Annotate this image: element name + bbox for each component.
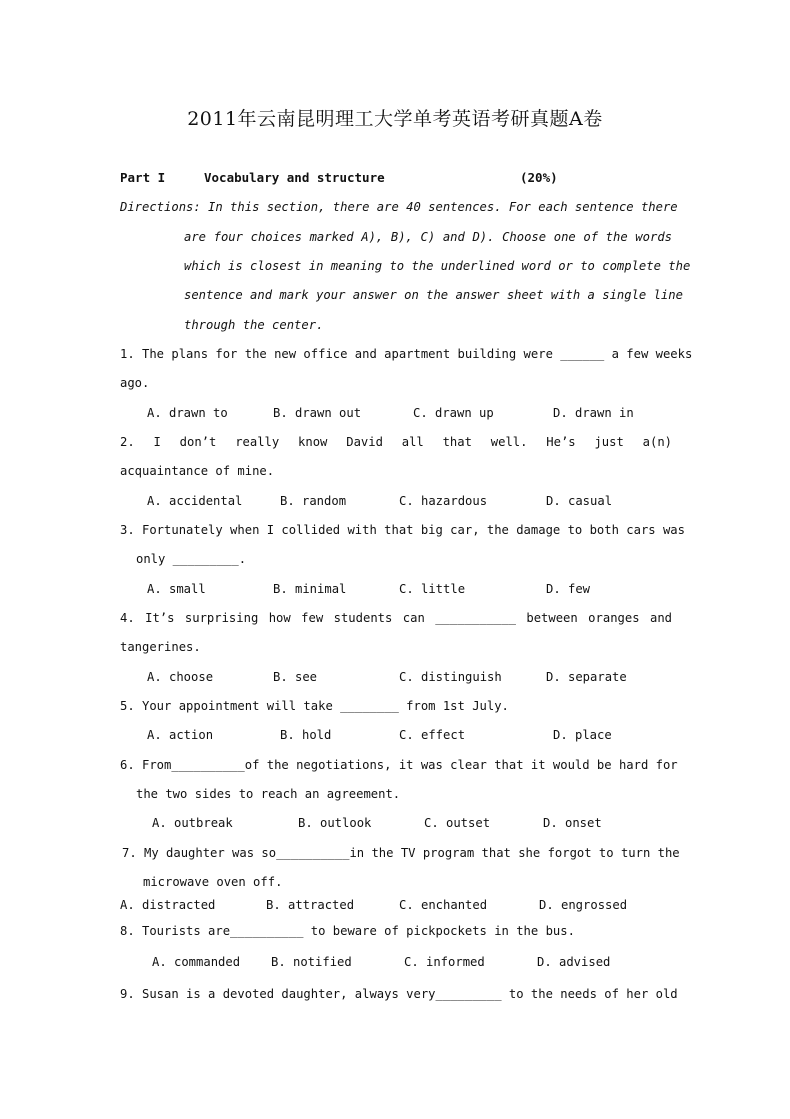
- option-b: B. random: [280, 494, 347, 508]
- option-c: C. outset: [424, 816, 491, 830]
- directions-line: Directions: In this section, there are 40 sentences. For each sentence there: [120, 200, 678, 214]
- part-label: Part I: [120, 170, 166, 185]
- question-3-text: 3. Fortunately when I collided with that big car, the damage to both cars was: [120, 523, 685, 537]
- option-b: B. minimal: [273, 582, 347, 596]
- part-name: Vocabulary and structure: [204, 170, 385, 185]
- option-b: B. attracted: [266, 898, 355, 912]
- option-d: D. onset: [543, 816, 602, 830]
- option-b: B. see: [273, 670, 318, 684]
- option-a: A. commanded: [152, 955, 241, 969]
- part-heading: [120, 170, 680, 188]
- question-8-text: 8. Tourists are__________ to beware of pickpockets in the bus.: [120, 924, 575, 938]
- option-b: B. notified: [271, 955, 352, 969]
- option-a: A. choose: [147, 670, 214, 684]
- option-d: D. place: [553, 728, 612, 742]
- option-d: D. separate: [546, 670, 627, 684]
- option-c: C. informed: [404, 955, 485, 969]
- document-title: 2011年云南昆明理工大学单考英语考研真题A卷: [187, 108, 603, 130]
- option-b: B. outlook: [298, 816, 372, 830]
- question-1-text: ago.: [120, 376, 150, 390]
- option-c: C. enchanted: [399, 898, 488, 912]
- question-3-text: only _________.: [136, 552, 247, 566]
- option-c: C. drawn up: [413, 406, 494, 420]
- option-c: C. distinguish: [399, 670, 502, 684]
- directions-line: sentence and mark your answer on the answer sheet with a single line: [184, 288, 683, 302]
- question-4-text: 4. It’s surprising how few students can ___________ between oranges and: [120, 611, 672, 625]
- option-d: D. engrossed: [539, 898, 628, 912]
- option-d: D. advised: [537, 955, 611, 969]
- question-2-text: 2. I don’t really know David all that well. He’s just a(n): [120, 435, 672, 449]
- question-5-text: 5. Your appointment will take ________ from 1st July.: [120, 699, 509, 713]
- option-b: B. hold: [280, 728, 332, 742]
- option-d: D. drawn in: [553, 406, 634, 420]
- part-score: (20%): [520, 170, 558, 185]
- option-a: A. small: [147, 582, 206, 596]
- question-7-text: microwave oven off.: [143, 875, 283, 889]
- option-c: C. little: [399, 582, 466, 596]
- question-7-text: 7. My daughter was so__________in the TV program that she forgot to turn the: [122, 846, 680, 860]
- option-c: C. effect: [399, 728, 466, 742]
- directions-line: are four choices marked A), B), C) and D). Choose one of the words: [184, 230, 672, 244]
- directions-line: which is closest in meaning to the underlined word or to complete the: [184, 259, 691, 273]
- option-b: B. drawn out: [273, 406, 362, 420]
- option-a: A. distracted: [120, 898, 216, 912]
- question-9-text: 9. Susan is a devoted daughter, always very_________ to the needs of her old: [120, 987, 678, 1001]
- question-2-text: acquaintance of mine.: [120, 464, 275, 478]
- option-d: D. casual: [546, 494, 613, 508]
- question-6-text: the two sides to reach an agreement.: [136, 787, 401, 801]
- option-c: C. hazardous: [399, 494, 488, 508]
- question-4-text: tangerines.: [120, 640, 201, 654]
- directions-line: through the center.: [184, 318, 324, 332]
- option-a: A. action: [147, 728, 214, 742]
- question-1-text: 1. The plans for the new office and apartment building were ______ a few weeks: [120, 347, 693, 361]
- option-a: A. drawn to: [147, 406, 228, 420]
- option-a: A. accidental: [147, 494, 243, 508]
- question-6-text: 6. From__________of the negotiations, it was clear that it would be hard for: [120, 758, 678, 772]
- option-d: D. few: [546, 582, 591, 596]
- option-a: A. outbreak: [152, 816, 233, 830]
